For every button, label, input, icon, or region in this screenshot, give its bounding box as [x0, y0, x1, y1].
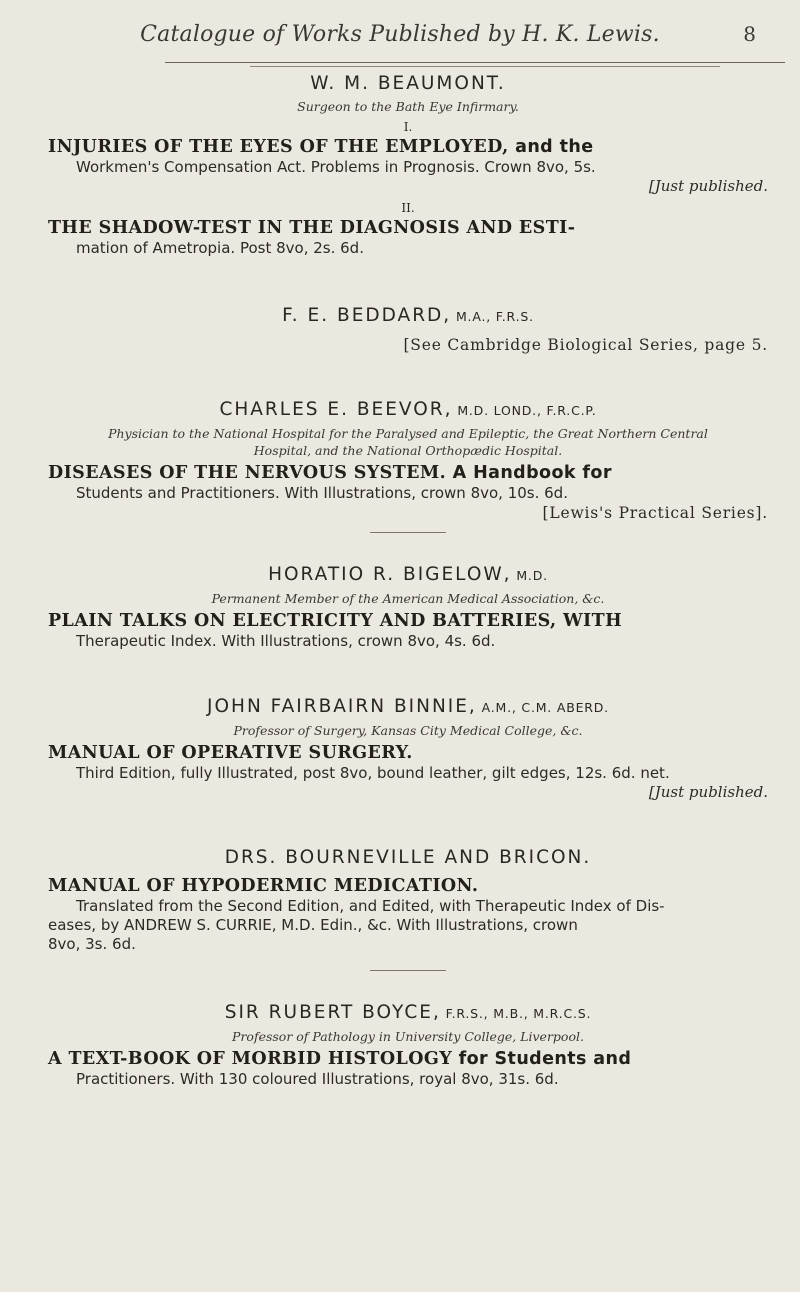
book-description: Third Edition, fully Illustrated, post 8vo, bound leather, gilt edges, 12s. 6d. net.: [76, 764, 670, 782]
work-numeral: I.: [403, 120, 413, 134]
author-name-text: F. E. BEDDARD,: [282, 305, 452, 326]
entry-bigelow: [48, 563, 768, 651]
author-name: [48, 1001, 768, 1026]
book-title: [48, 463, 768, 484]
book-title: [48, 137, 768, 158]
catalogue-body: [48, 72, 768, 1089]
author-name: [48, 398, 768, 423]
book-description: Workmen's Compensation Act. Problems in Prognosis. Crown 8vo, 5s.: [76, 158, 596, 176]
publication-note: [Just published.: [648, 177, 768, 195]
book-title-main: DISEASES OF THE NERVOUS SYSTEM.: [48, 463, 447, 483]
author-name: [48, 695, 768, 720]
author-qualifications: A.M., C.M. ABERD.: [476, 700, 609, 715]
cross-reference: [See Cambridge Biological Series, page 5.: [403, 336, 768, 354]
book-description-line: Translated from the Second Edition, and Edited, with Therapeutic Index of Dis-: [76, 897, 665, 915]
publication-note: [Just published.: [648, 783, 768, 801]
entry-boyce: [48, 1001, 768, 1089]
author-qualifications: M.D.: [511, 568, 548, 583]
author-name-text: JOHN FAIRBAIRN BINNIE,: [207, 696, 477, 717]
book-title: PLAIN TALKS ON ELECTRICITY AND BATTERIES, WITH: [48, 611, 622, 631]
book-description-line: 8vo, 3s. 6d.: [48, 935, 136, 953]
entry-beddard: [48, 304, 768, 356]
book-description: mation of Ametropia. Post 8vo, 2s. 6d.: [76, 239, 364, 257]
page-number: 8: [743, 22, 756, 46]
book-title-tail: and the: [508, 137, 594, 157]
work-numeral: II.: [401, 201, 415, 215]
book-title-main: A TEXT-BOOK OF MORBID HISTOLOGY: [48, 1049, 453, 1069]
page-header: [0, 22, 800, 52]
entry-binnie: [48, 695, 768, 802]
author-qualifications: F.R.S., M.B., M.R.C.S.: [440, 1006, 592, 1021]
book-title: MANUAL OF OPERATIVE SURGERY.: [48, 743, 413, 763]
book-title: MANUAL OF HYPODERMIC MEDICATION.: [48, 876, 479, 896]
entry-beevor: [48, 398, 768, 524]
book-description: Students and Practitioners. With Illustrations, crown 8vo, 10s. 6d.: [76, 484, 568, 502]
author-name-text: SIR RUBERT BOYCE,: [224, 1002, 441, 1023]
author-name-text: CHARLES E. BEEVOR,: [219, 399, 453, 420]
book-description: Practitioners. With 130 coloured Illustrations, royal 8vo, 31s. 6d.: [76, 1070, 559, 1088]
author-affiliation: Surgeon to the Bath Eye Infirmary.: [297, 99, 519, 114]
author-name: [48, 563, 768, 588]
book-title: [48, 1049, 768, 1070]
author-qualifications: M.D. LOND., F.R.C.P.: [452, 403, 597, 418]
book-title-tail: A Handbook for: [446, 463, 612, 483]
entry-bourneville-bricon: [48, 846, 768, 954]
author-name: [48, 304, 768, 329]
author-affiliation: Permanent Member of the American Medical Association, &c.: [211, 591, 605, 606]
series-note: [Lewis's Practical Series].: [542, 504, 768, 522]
author-affiliation: Professor of Surgery, Kansas City Medical College, &c.: [233, 723, 583, 738]
author-name-text: W. M. BEAUMONT.: [310, 73, 506, 94]
header-rule: [165, 62, 785, 63]
entry-beaumont: [48, 72, 768, 258]
author-name: [48, 72, 768, 96]
book-description: Therapeutic Index. With Illustrations, crown 8vo, 4s. 6d.: [76, 632, 496, 650]
book-title: THE SHADOW-TEST IN THE DIAGNOSIS AND ESTI-: [48, 218, 576, 238]
author-affiliation: Physician to the National Hospital for the Paralysed and Epileptic, the Great Northern Central Hospital, and the National Orthopædic Hospital.: [108, 426, 708, 458]
book-title-tail: for Students and: [452, 1049, 632, 1069]
author-name: DRS. BOURNEVILLE AND BRICON.: [224, 847, 592, 868]
author-qualifications: M.A., F.R.S.: [451, 309, 534, 324]
book-title-main: INJURIES OF THE EYES OF THE EMPLOYED,: [48, 137, 509, 157]
book-description-line: eases, by ANDREW S. CURRIE, M.D. Edin., &c. With Illustrations, crown: [48, 916, 578, 934]
author-affiliation: Professor of Pathology in University College, Liverpool.: [232, 1029, 584, 1044]
header-rule-secondary: [250, 66, 720, 67]
author-name-text: HORATIO R. BIGELOW,: [268, 564, 512, 585]
running-title: Catalogue of Works Published by H. K. Lewis.: [140, 22, 660, 47]
